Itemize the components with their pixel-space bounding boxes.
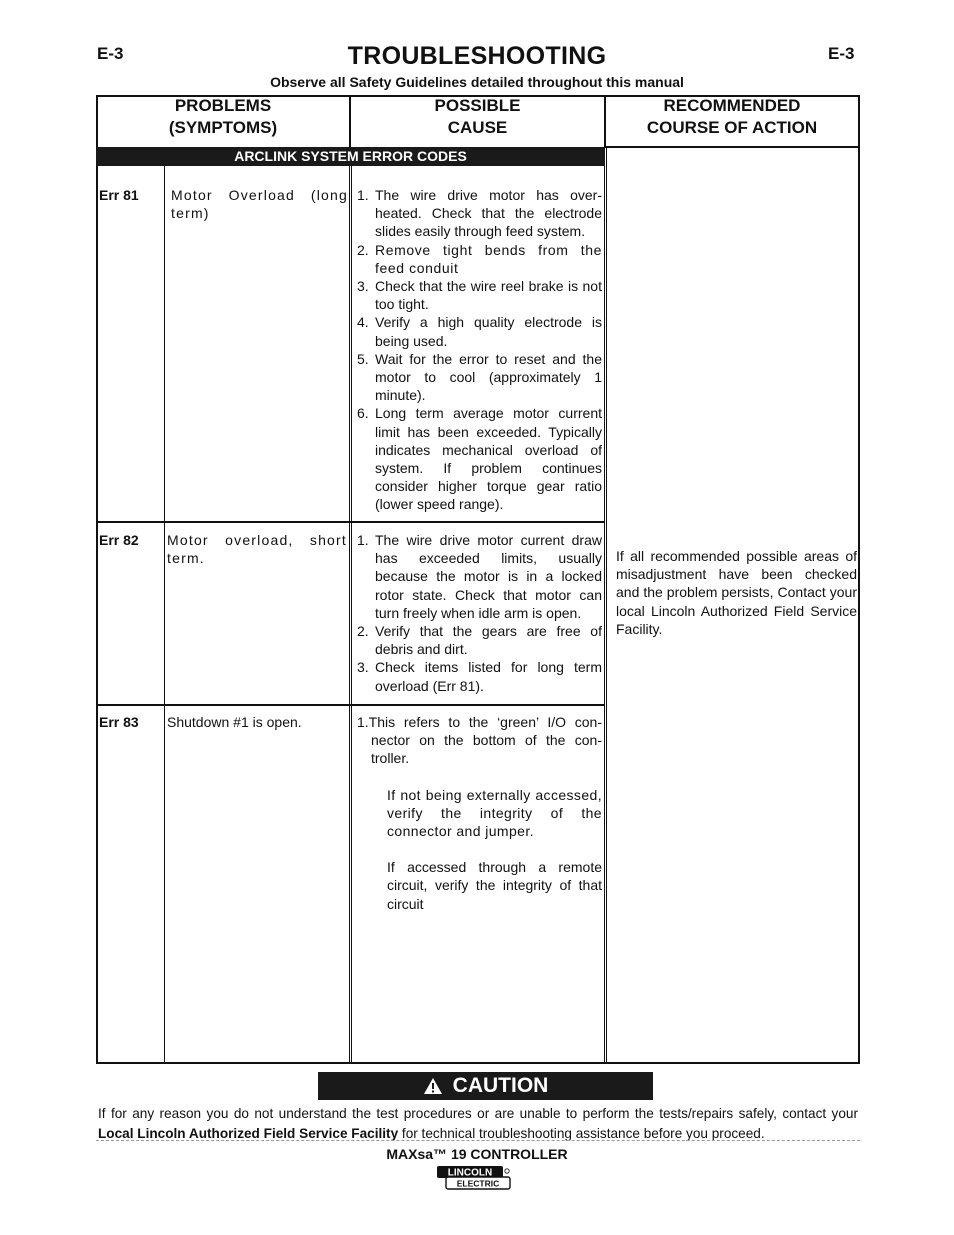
- row-divider-1: [96, 521, 605, 523]
- column-header-cause-line2: CAUSE: [447, 118, 508, 137]
- cause-column-line-a: [349, 166, 350, 1063]
- problem-err83: Shutdown #1 is open.: [167, 714, 302, 730]
- table-border-bottom: [96, 1062, 860, 1064]
- column-header-action-line1: RECOMMENDED: [663, 96, 801, 115]
- caution-note-text: If for any reason you do not understand the test procedures or are unable to perform the tests/repairs safely, contact your: [98, 1106, 858, 1121]
- code-column-line: [164, 166, 165, 1063]
- cause-column-line-b: [351, 166, 352, 1063]
- row-divider-2: [96, 704, 605, 706]
- cause-item: 5. Wait for the error to reset and the motor to cool (approximately 1 minute).: [357, 350, 602, 404]
- page-title: TROUBLESHOOTING: [347, 42, 607, 70]
- cause-list-err81: [357, 186, 602, 514]
- cause-item: 3. Check that the wire reel brake is not too tight.: [357, 278, 602, 313]
- error-code-err83: Err 83: [99, 714, 139, 730]
- action-column-line-a: [604, 146, 605, 1063]
- caution-note-text-after: for technical troubleshooting assistance before you proceed.: [398, 1126, 765, 1141]
- safety-note: Observe all Safety Guidelines detailed throughout this manual: [270, 74, 684, 90]
- problem-err81: Motor Overload (long term): [171, 187, 348, 222]
- warning-triangle-icon: [423, 1077, 443, 1095]
- page-number-right: E-3: [828, 44, 855, 63]
- caution-note-bold: Local Lincoln Authorized Field Service Facility: [98, 1126, 399, 1141]
- cause-err83: [357, 713, 602, 913]
- column-header-problems-line2: (SYMPTOMS): [168, 118, 278, 137]
- logo-bottom-text: ELECTRIC: [456, 1178, 500, 1189]
- column-header-action: [606, 95, 858, 145]
- error-code-err81: Err 81: [99, 187, 139, 203]
- cause-err83-main: 1.This refers to the ‘green’ I/O con-nector on the bottom of the con-troller.: [357, 714, 602, 767]
- table-border-left: [96, 95, 98, 1064]
- cause-item: 2. Remove tight bends from the feed conduit: [357, 241, 602, 276]
- recommended-action: If all recommended possible areas of misadjustment have been checked and the problem persists, Contact your local Lincoln Authorized Field Service Facility.: [616, 548, 857, 637]
- cause-list-err82: [357, 531, 602, 695]
- column-header-action-line2: COURSE OF ACTION: [646, 118, 818, 137]
- cause-item: 2. Verify that the gears are free of debris and dirt.: [357, 623, 602, 658]
- header-bottom-line: [605, 146, 860, 148]
- lincoln-electric-logo: [436, 1165, 512, 1191]
- error-code-err82: Err 82: [99, 532, 139, 548]
- cause-item: 1. The wire drive motor has over-heated. Check that the electrode slides easily through feed system.: [357, 187, 602, 240]
- caution-label: CAUTION: [452, 1074, 549, 1097]
- cause-item: 6. Long term average motor current limit has been exceeded. Typically indicates mechanical overload of system. If problem continues consider higher torque gear ratio (lower speed range).: [357, 405, 602, 513]
- caution-note: [98, 1104, 858, 1144]
- logo-top-text: LINCOLN: [447, 1167, 493, 1179]
- column-header-cause-line1: POSSIBLE: [434, 96, 521, 115]
- section-title-bar: ARCLINK SYSTEM ERROR CODES: [96, 147, 605, 166]
- page-number-left: E-3: [97, 44, 124, 63]
- column-header-cause: [351, 95, 604, 145]
- column-header-problems: [97, 95, 349, 145]
- action-column-line-b: [606, 146, 607, 1063]
- cause-err83-para1: If not being externally accessed, verify the integrity of the connector and jumper.: [387, 786, 602, 840]
- footer-divider: [96, 1140, 860, 1141]
- product-name: MAXsa™ 19 CONTROLLER: [386, 1146, 568, 1162]
- caution-banner: [318, 1072, 653, 1100]
- cause-item: 3. Check items listed for long term overload (Err 81).: [357, 659, 602, 694]
- table-border-right: [858, 95, 860, 1064]
- problem-err82: Motor overload, short term.: [167, 532, 347, 567]
- column-header-problems-line1: PROBLEMS: [174, 96, 272, 115]
- cause-err83-para2: If accessed through a remote circuit, verify the integrity of that circuit: [387, 859, 602, 912]
- cause-item: 4. Verify a high quality electrode is being used.: [357, 314, 602, 349]
- cause-item: 1. The wire drive motor current draw has exceeded limits, usually because the motor is in a locked rotor state. Check that motor can turn freely when idle arm is open.: [357, 532, 602, 621]
